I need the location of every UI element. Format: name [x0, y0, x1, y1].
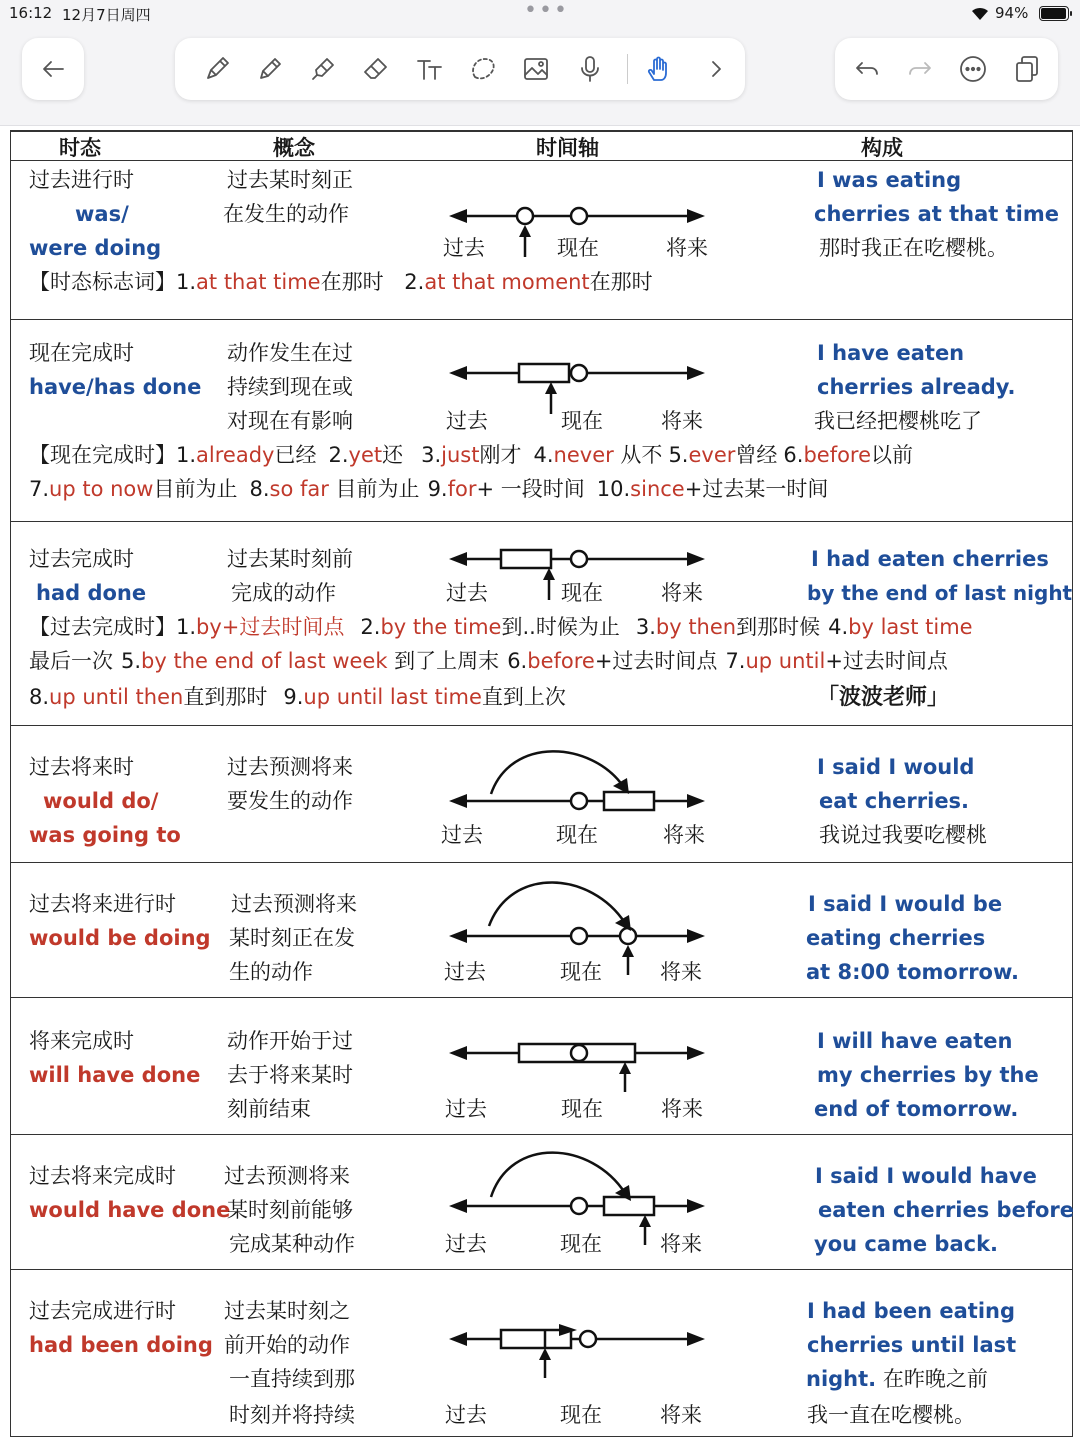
example-line: end of tomorrow.	[814, 1097, 1019, 1121]
battery-percent: 94%	[995, 4, 1029, 22]
concept-line: 过去某时刻之	[224, 1299, 350, 1323]
example-line: I said I would be	[808, 892, 1003, 916]
copy-pages-icon[interactable]	[1005, 38, 1049, 100]
timeline-past-label: 过去	[445, 1403, 487, 1427]
timeline-diagram	[441, 1018, 721, 1088]
image-icon[interactable]	[514, 38, 558, 100]
header-tense: 时态	[59, 136, 101, 160]
concept-line: 某时刻前能够	[227, 1198, 353, 1222]
row-future-perfect-in-past	[11, 1135, 1073, 1269]
tense-form: was going to	[29, 823, 181, 847]
row-future-continuous-in-past	[11, 863, 1073, 997]
example-line: I said I would have	[815, 1164, 1037, 1188]
timeline-now-label: 现在	[560, 1232, 602, 1256]
example-line: eaten cherries before	[818, 1198, 1074, 1222]
timeline-past-label: 过去	[445, 1232, 487, 1256]
battery-icon	[1039, 6, 1069, 21]
timeline-future-label: 将来	[661, 409, 703, 433]
timeline-future-label: 将来	[666, 236, 708, 260]
back-arrow-icon[interactable]	[31, 38, 75, 100]
marker-words: 【时态标志词】1.at that time在那时 2.at that moment在那时	[29, 270, 653, 294]
marker-words: 7.up to now目前为止 8.so far 目前为止 9.for+ 一段时间 10.since+过去某一时间	[29, 477, 829, 501]
example-translation: 我已经把樱桃吃了	[814, 409, 982, 433]
timeline-now-label: 现在	[557, 236, 599, 260]
example-translation: 我一直在吃樱桃。	[807, 1403, 975, 1427]
tense-form: have/has done	[29, 375, 202, 399]
status-time: 16:12	[9, 4, 53, 22]
timeline-future-label: 将来	[660, 960, 702, 984]
concept-line: 持续到现在或	[227, 375, 353, 399]
tense-name: 过去将来时	[29, 755, 134, 779]
toolbar	[0, 28, 1080, 126]
multitask-dots-icon[interactable]: •••	[524, 0, 569, 23]
row-future-in-past	[11, 726, 1073, 862]
tense-name: 现在完成时	[29, 341, 134, 365]
tense-name: 过去完成进行时	[29, 1299, 176, 1323]
timeline-now-label: 现在	[560, 960, 602, 984]
status-bar	[0, 0, 1080, 28]
microphone-icon[interactable]	[568, 38, 612, 100]
row-present-perfect	[11, 320, 1073, 521]
timeline-diagram	[441, 338, 721, 408]
example-line: eat cherries.	[819, 789, 970, 813]
header-concept: 概念	[273, 136, 315, 160]
row-past-perfect	[11, 522, 1073, 725]
example-line: I will have eaten	[817, 1029, 1013, 1053]
timeline-future-label: 将来	[660, 1403, 702, 1427]
example-line: I have eaten	[817, 341, 965, 365]
more-options-icon[interactable]	[951, 38, 995, 100]
tense-form: had done	[36, 581, 147, 605]
concept-line: 过去预测将来	[224, 1164, 350, 1188]
concept-line: 刻前结束	[227, 1097, 311, 1121]
tense-form: were doing	[29, 236, 162, 260]
tense-name: 将来完成时	[29, 1029, 134, 1053]
tool-pill	[175, 38, 745, 100]
tense-form: would do/	[43, 789, 159, 813]
example-translation: 我说过我要吃樱桃	[819, 823, 987, 847]
redo-icon[interactable]	[898, 38, 942, 100]
note-page	[0, 126, 1080, 1440]
more-tools-chevron-icon[interactable]	[694, 38, 738, 100]
concept-line: 动作开始于过	[227, 1029, 353, 1053]
timeline-past-label: 过去	[446, 409, 488, 433]
concept-line: 过去预测将来	[227, 755, 353, 779]
timeline-future-label: 将来	[660, 1232, 702, 1256]
example-line: you came back.	[814, 1232, 999, 1256]
actions-pill	[835, 38, 1058, 100]
concept-line: 过去预测将来	[231, 892, 357, 916]
wifi-icon	[970, 5, 990, 25]
lasso-icon[interactable]	[461, 38, 505, 100]
concept-line: 前开始的动作	[224, 1333, 350, 1357]
concept-line: 生的动作	[229, 960, 313, 984]
example-translation: 那时我正在吃樱桃。	[819, 236, 1008, 260]
concept-line: 时刻并将持续	[229, 1403, 355, 1427]
example-line: by the end of last night	[807, 581, 1073, 605]
concept-line: 过去某时刻正	[227, 168, 353, 192]
timeline-past-label: 过去	[445, 1097, 487, 1121]
row-future-perfect	[11, 998, 1073, 1134]
example-line: I said I would	[817, 755, 975, 779]
pencil-icon[interactable]	[248, 38, 292, 100]
hand-gesture-icon[interactable]	[637, 38, 681, 100]
example-line: cherries at that time	[814, 202, 1059, 226]
example-line: I was eating	[817, 168, 962, 192]
concept-line: 在发生的动作	[223, 202, 349, 226]
marker-words: 8.up until then直到那时 9.up until last time直到上次	[29, 685, 566, 709]
tense-form: was/	[75, 202, 129, 226]
text-icon[interactable]	[408, 38, 452, 100]
author-signature: 「波波老师」	[817, 685, 950, 710]
timeline-future-label: 将来	[663, 823, 705, 847]
concept-line: 去于将来某时	[227, 1063, 353, 1087]
header-timeline: 时间轴	[536, 136, 599, 160]
highlighter-icon[interactable]	[301, 38, 345, 100]
timeline-past-label: 过去	[441, 823, 483, 847]
concept-line: 一直持续到那	[229, 1367, 355, 1391]
timeline-past-label: 过去	[444, 960, 486, 984]
marker-words: 最后一次 5.by the end of last week 到了上周末 6.before+过去时间点 7.up until+过去时间点	[29, 649, 948, 673]
example-line: eating cherries	[806, 926, 986, 950]
marker-words: 【过去完成时】1.by+过去时间点 2.by the time到..时候为止 3.by then到那时候 4.by last time	[29, 615, 973, 639]
concept-line: 完成某种动作	[229, 1232, 355, 1256]
timeline-future-label: 将来	[661, 1097, 703, 1121]
timeline-now-label: 现在	[561, 581, 603, 605]
timeline-now-label: 现在	[561, 409, 603, 433]
tense-form: will have done	[29, 1063, 201, 1087]
concept-line: 对现在有影响	[227, 409, 353, 433]
timeline-past-label: 过去	[446, 581, 488, 605]
toolbar-separator	[627, 54, 628, 84]
timeline-future-label: 将来	[661, 581, 703, 605]
tense-name: 过去进行时	[29, 168, 134, 192]
tense-name: 过去将来进行时	[29, 892, 176, 916]
row-past-perfect-continuous	[11, 1270, 1073, 1436]
tense-table	[10, 130, 1073, 1437]
example-line: at 8:00 tomorrow.	[806, 960, 1020, 984]
header-structure: 构成	[861, 136, 903, 160]
tense-form: had been doing	[29, 1333, 213, 1357]
example-line: night. 在昨晚之前	[806, 1367, 988, 1391]
timeline-now-label: 现在	[556, 823, 598, 847]
concept-line: 完成的动作	[231, 581, 336, 605]
timeline-now-label: 现在	[560, 1403, 602, 1427]
timeline-now-label: 现在	[561, 1097, 603, 1121]
tense-name: 过去将来完成时	[29, 1164, 176, 1188]
example-line: cherries already.	[817, 375, 1016, 399]
undo-icon[interactable]	[845, 38, 889, 100]
eraser-icon[interactable]	[354, 38, 398, 100]
back-pill	[22, 38, 84, 100]
example-line: cherries until last	[807, 1333, 1017, 1357]
pen-icon[interactable]	[195, 38, 239, 100]
concept-line: 动作发生在过	[227, 341, 353, 365]
concept-line: 要发生的动作	[227, 789, 353, 813]
tense-name: 过去完成时	[29, 547, 134, 571]
example-line: my cherries by the	[817, 1063, 1039, 1087]
example-line: I had eaten cherries	[811, 547, 1049, 571]
example-line: I had been eating	[807, 1299, 1016, 1323]
tense-form: would be doing	[29, 926, 211, 950]
concept-line: 某时刻正在发	[229, 926, 355, 950]
timeline-diagram	[441, 1304, 721, 1374]
concept-line: 过去某时刻前	[227, 547, 353, 571]
status-date: 12月7日周四	[62, 6, 151, 24]
tense-form: would have done	[29, 1198, 231, 1222]
marker-words: 【现在完成时】1.already已经 2.yet还 3.just刚才 4.never 从不 5.ever曾经 6.before以前	[29, 443, 914, 467]
row-past-continuous	[11, 161, 1073, 319]
timeline-past-label: 过去	[443, 236, 485, 260]
